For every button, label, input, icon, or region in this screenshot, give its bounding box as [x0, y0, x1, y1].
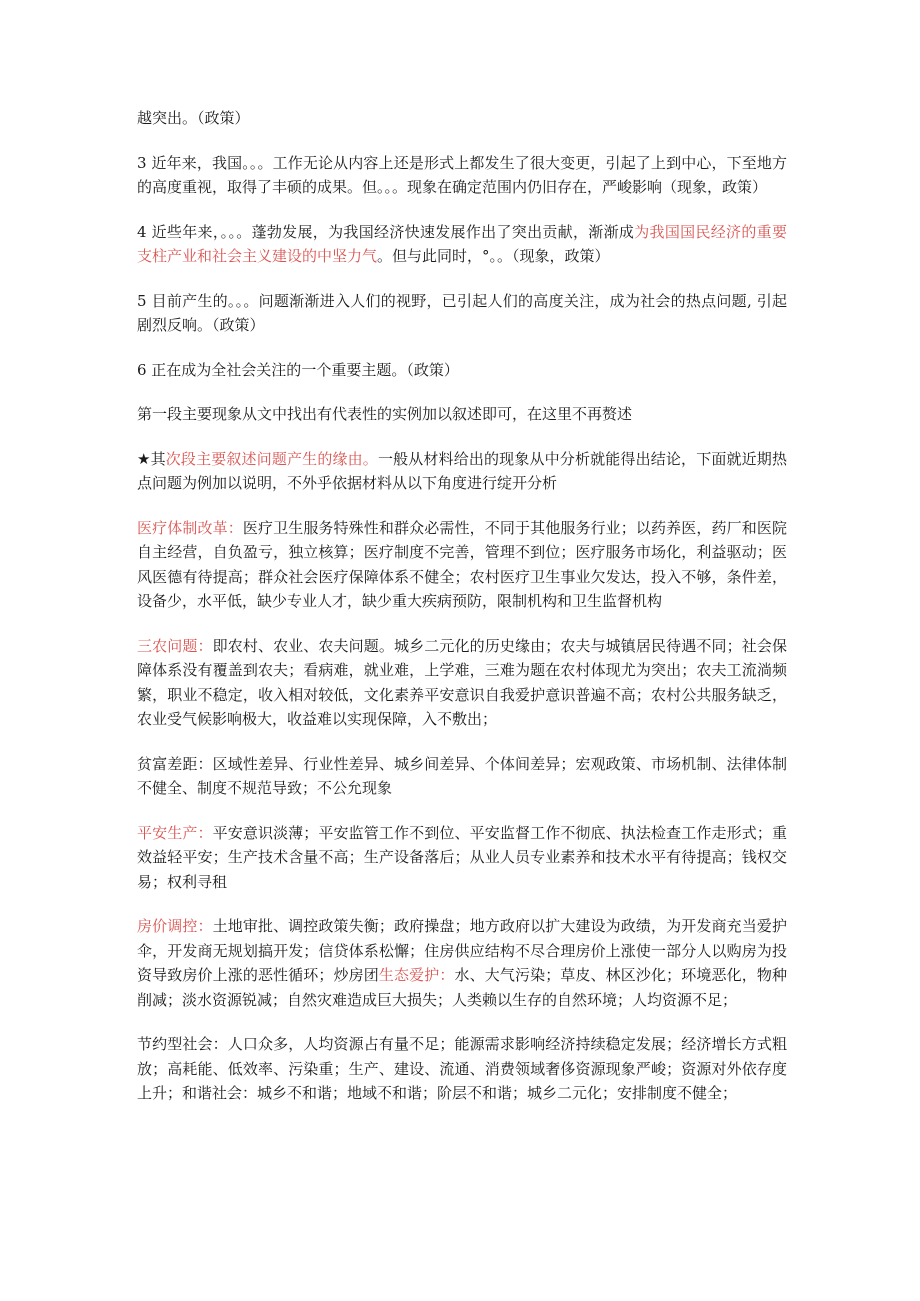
- paragraph-text: 4 近些年来，。。。蓬勃发展，为我国经济快速发展作出了突出贡献，渐渐成: [137, 222, 635, 241]
- paragraph-text: 越突出。（政策）: [137, 109, 250, 127]
- paragraph-7: [137, 447, 787, 496]
- paragraph-three-rural-issues: [137, 634, 787, 732]
- paragraph-safe-production: [137, 821, 787, 895]
- paragraph-text: 。但与此同时，°。。（现象，政策）: [377, 247, 610, 265]
- paragraph-2: [137, 151, 787, 200]
- paragraph-text: 医疗卫生服务特殊性和群众必需性，不同于其他服务行业；以药养医，药厂和医院自主经营，自负盈亏，独立核算；医疗制度不完善，管理不到位；医疗服务市场化，利益驱动；医风医德有待提高；群众社会医疗保障体系不健全；农村医疗卫生事业欠发达，投入不够，条件差，设备少，水平低，缺少专业人才，缺少重大疾病预防，限制机构和卫生监督机构: [137, 518, 787, 610]
- paragraph-text: 3 近年来，我国。。。工作无论从内容上还是形式上都发生了很大变更，引起了上到中心，下至地方的高度重视，取得了丰硕的成果。但。。。现象在确定范围内仍旧存在，严峻影响（现象，政策）: [137, 153, 787, 196]
- paragraph-text: 土地审批、调控政策失衡；政府操盘；地方政府以扩大建设为政绩，为开发商充当爱护伞，开发商无规划搞开发；信贷体系松懈；住房供应结构不尽合理房价上涨使一部分人以购房为投资导致房价上涨的恶性循环；炒房团: [137, 917, 787, 984]
- paragraph-text: 平安意识淡薄；平安监管工作不到位、平安监督工作不彻底、执法检查工作走形式；重效益轻平安；生产技术含量不高；生产设备落后；从业人员专业素养和技术水平有待提高；钱权交易；权利寻租: [137, 823, 787, 891]
- paragraph-text: 一般从材料给出的现象从中分析就能得出结论，下面就近期热点问题为例加以说明，不外乎依据材料从以下角度进行绽开分析: [137, 449, 787, 492]
- section-heading: 医疗体制改革：: [137, 518, 243, 537]
- paragraph-4: [137, 289, 787, 338]
- paragraph-text: 第一段主要现象从文中找出有代表性的实例加以叙述即可，在这里不再赘述: [137, 405, 633, 423]
- paragraph-text: 其: [150, 449, 166, 468]
- highlighted-text: 为我国国民经济的重要支柱产业和社会主义建设的中坚力气: [137, 222, 787, 265]
- paragraph-text: 贫富差距：区域性差异、行业性差异、城乡间差异、个体间差异；宏观政策、市场机制、法律体制不健全、制度不规范导致；不公允现象: [137, 754, 787, 797]
- paragraph-housing-price: [137, 914, 787, 1012]
- document-page: [137, 106, 787, 1126]
- paragraph-6: [137, 402, 787, 427]
- paragraph-5: [137, 358, 787, 383]
- highlighted-text: 次段主要叙述问题产生的缘由。: [165, 449, 378, 468]
- paragraph-medical-reform: [137, 516, 787, 614]
- paragraph-text: 节约型社会：人口众多，人均资源占有量不足；能源需求影响经济持续稳定发展；经济增长方式粗放；高耗能、低效率、污染重；生产、建设、流通、消费领域奢侈资源现象严峻；资源对外依存度上升；和谐社会：城乡不和谐；地域不和谐；阶层不和谐；城乡二元化；安排制度不健全；: [137, 1035, 787, 1102]
- paragraph-conservation-society: [137, 1032, 787, 1106]
- paragraph-wealth-gap: [137, 752, 787, 801]
- paragraph-text: 5 目前产生的。。。问题渐渐进入人们的视野，已引起人们的高度关注，成为社会的热点问题, 引起剧烈反响。（政策）: [137, 291, 787, 334]
- paragraph-3: [137, 220, 787, 269]
- section-heading: 房价调控：: [137, 917, 213, 935]
- paragraph-text: 水、大气污染；草皮、林区沙化；环境恶化，物种削减；淡水资源锐减；自然灾难造成巨大损失；人类赖以生存的自然环境；人均资源不足；: [137, 966, 787, 1009]
- paragraph-1: [137, 106, 787, 131]
- section-heading: 生态爱护：: [378, 966, 455, 984]
- star-icon: ★: [137, 449, 151, 468]
- section-heading: 三农问题：: [137, 636, 213, 655]
- paragraph-text: 即农村、农业、农夫问题。城乡二元化的历史缘由；农夫与城镇居民待遇不同；社会保障体系没有覆盖到农夫；看病难，就业难，上学难，三难为题在农村体现尤为突出；农夫工流淌频繁，职业不稳定，收入相对较低，文化素养平安意识自我爱护意识普遍不高；农村公共服务缺乏，农业受气候影响极大，收益难以实现保障，入不敷出；: [137, 636, 787, 728]
- section-heading: 平安生产：: [137, 823, 213, 842]
- paragraph-text: 6 正在成为全社会关注的一个重要主题。（政策）: [137, 360, 459, 379]
